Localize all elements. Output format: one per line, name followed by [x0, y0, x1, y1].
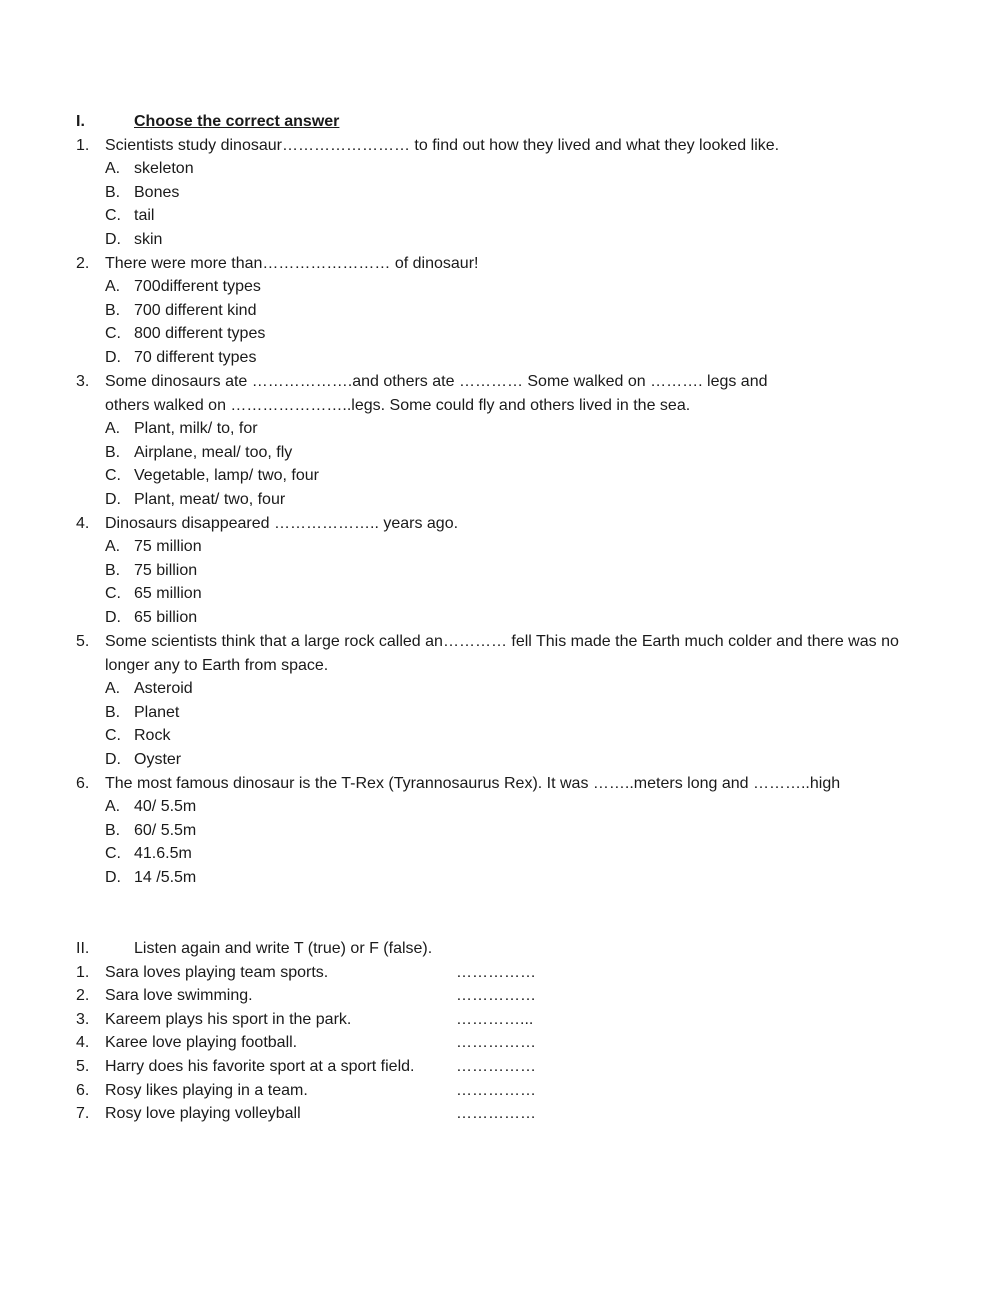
option-text: 65 million [134, 585, 202, 602]
option-text: 41.6.5m [134, 845, 192, 862]
tf-item-text: Rosy love playing volleyball [105, 1105, 301, 1122]
question-6-number: 6. [76, 775, 90, 792]
option-text: 65 billion [134, 609, 198, 626]
section-2-number: II. [76, 940, 90, 957]
option-letter: C. [105, 207, 121, 224]
tf-item-text: Sara love swimming. [105, 987, 253, 1004]
option-letter: A. [105, 420, 121, 437]
option-text: Planet [134, 704, 180, 721]
option-letter: B. [105, 822, 121, 839]
option-text: Plant, meat/ two, four [134, 491, 286, 508]
tf-item-number: 6. [76, 1082, 90, 1099]
option-letter: A. [105, 798, 121, 815]
option-text: tail [134, 207, 155, 224]
tf-answer-blank[interactable]: …………… [456, 1034, 536, 1051]
option-letter: A. [105, 538, 121, 555]
question-4-number: 4. [76, 515, 90, 532]
tf-item-number: 4. [76, 1034, 90, 1051]
tf-item-text: Kareem plays his sport in the park. [105, 1011, 352, 1028]
question-4-text: Dinosaurs disappeared ……………….. years ago. [105, 515, 459, 532]
option-letter: C. [105, 727, 121, 744]
option-letter: D. [105, 869, 121, 886]
option-text: 14 /5.5m [134, 869, 197, 886]
option-text: 700different types [134, 278, 261, 295]
option-letter: B. [105, 704, 121, 721]
option-letter: D. [105, 231, 121, 248]
option-letter: B. [105, 562, 121, 579]
question-3-text-line-1: Some dinosaurs ate ……………….and others ate ………… Some walked on ………. legs and [105, 373, 768, 390]
tf-answer-blank[interactable]: …………... [456, 1011, 534, 1028]
option-letter: A. [105, 278, 121, 295]
option-letter: D. [105, 349, 121, 366]
option-text: skin [134, 231, 163, 248]
option-text: 70 different types [134, 349, 257, 366]
tf-item-text: Karee love playing football. [105, 1034, 298, 1051]
option-text: 75 million [134, 538, 202, 555]
question-3-number: 3. [76, 373, 90, 390]
section-1-number: I. [76, 113, 85, 130]
tf-item-text: Rosy likes playing in a team. [105, 1082, 308, 1099]
option-text: Asteroid [134, 680, 193, 697]
option-letter: B. [105, 184, 121, 201]
option-letter: C. [105, 845, 121, 862]
question-6-text: The most famous dinosaur is the T-Rex (Tyrannosaurus Rex). It was ……..meters long and ………..high [105, 775, 841, 792]
option-text: Plant, milk/ to, for [134, 420, 258, 437]
tf-answer-blank[interactable]: …………… [456, 1082, 536, 1099]
option-text: Vegetable, lamp/ two, four [134, 467, 319, 484]
option-text: 75 billion [134, 562, 198, 579]
tf-item-text: Harry does his favorite sport at a sport field. [105, 1058, 415, 1075]
tf-item-number: 7. [76, 1105, 90, 1122]
option-text: Rock [134, 727, 171, 744]
option-letter: B. [105, 444, 121, 461]
section-1-title: Choose the correct answer [134, 113, 340, 130]
option-letter: A. [105, 160, 121, 177]
option-letter: B. [105, 302, 121, 319]
question-1-text: Scientists study dinosaur…………………… to find out how they lived and what they looked like. [105, 137, 780, 154]
option-text: Bones [134, 184, 180, 201]
section-2-title: Listen again and write T (true) or F (false). [134, 940, 433, 957]
tf-item-number: 5. [76, 1058, 90, 1075]
option-text: 700 different kind [134, 302, 257, 319]
option-text: 60/ 5.5m [134, 822, 197, 839]
option-text: 40/ 5.5m [134, 798, 197, 815]
option-letter: C. [105, 325, 121, 342]
option-text: Oyster [134, 751, 182, 768]
tf-answer-blank[interactable]: …………… [456, 1058, 536, 1075]
tf-item-text: Sara loves playing team sports. [105, 964, 329, 981]
option-letter: C. [105, 467, 121, 484]
option-letter: A. [105, 680, 121, 697]
option-letter: D. [105, 609, 121, 626]
option-letter: D. [105, 751, 121, 768]
question-5-text-line-2: longer any to Earth from space. [105, 657, 329, 674]
tf-item-number: 2. [76, 987, 90, 1004]
tf-item-number: 1. [76, 964, 90, 981]
question-2-text: There were more than…………………… of dinosaur! [105, 255, 479, 272]
tf-answer-blank[interactable]: …………… [456, 964, 536, 981]
tf-item-number: 3. [76, 1011, 90, 1028]
question-3-text-line-2: others walked on …………………..legs. Some could fly and others lived in the sea. [105, 397, 691, 414]
option-letter: C. [105, 585, 121, 602]
tf-answer-blank[interactable]: …………… [456, 987, 536, 1004]
option-text: skeleton [134, 160, 194, 177]
question-5-text-line-1: Some scientists think that a large rock called an………… fell This made the Earth much colder and there was no [105, 633, 899, 650]
option-text: Airplane, meal/ too, fly [134, 444, 293, 461]
option-letter: D. [105, 491, 121, 508]
tf-answer-blank[interactable]: …………… [456, 1105, 536, 1122]
option-text: 800 different types [134, 325, 266, 342]
question-5-number: 5. [76, 633, 90, 650]
question-2-number: 2. [76, 255, 90, 272]
question-1-number: 1. [76, 137, 90, 154]
